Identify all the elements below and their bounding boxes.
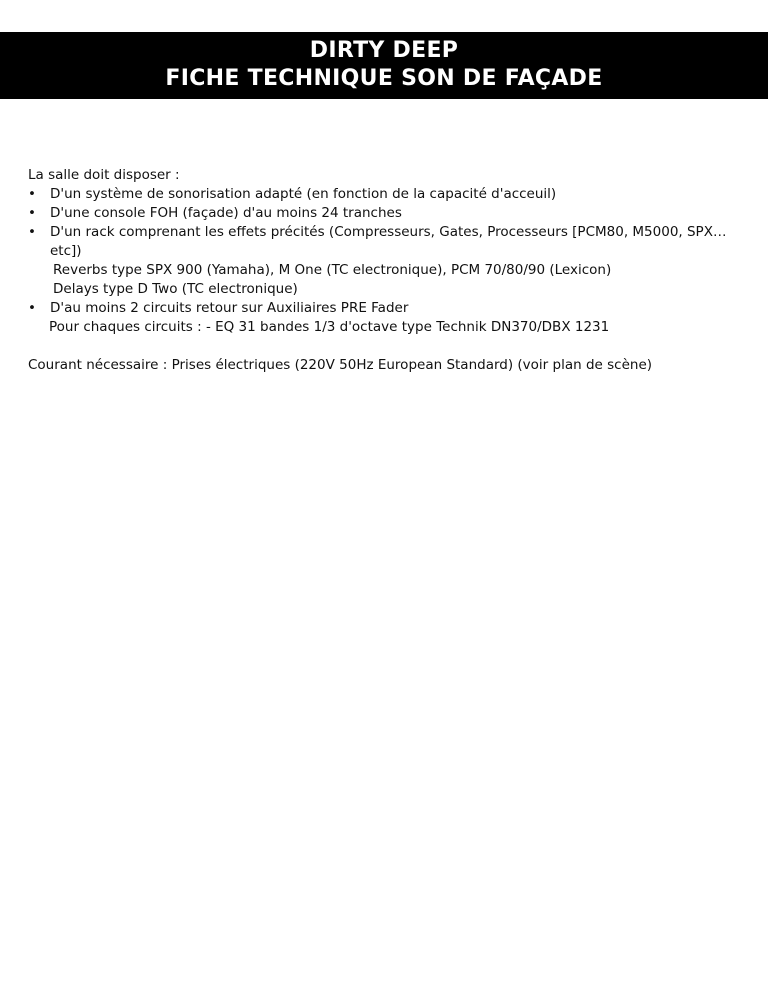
bullet-icon: • <box>28 224 36 240</box>
spacer <box>28 337 748 356</box>
list-item <box>28 299 748 318</box>
bullet-icon: • <box>28 186 36 202</box>
rack-detail-delays: Delays type D Two (TC electronique) <box>53 281 298 297</box>
circuits-detail: Pour chaques circuits : - EQ 31 bandes 1/3 d'octave type Technik DN370/DBX 1231 <box>49 319 610 335</box>
document-body <box>28 166 748 375</box>
list-item-text: D'un rack comprenant les effets précités (Compresseurs, Gates, Processeurs [PCM80, M5000, SPX… etc]) <box>50 224 727 259</box>
header-title-line-2: FICHE TECHNIQUE SON DE FAÇADE <box>165 66 603 91</box>
list-item <box>28 204 748 223</box>
list-item-text: D'au moins 2 circuits retour sur Auxiliaires PRE Fader <box>50 300 409 316</box>
bullet-icon: • <box>28 205 36 221</box>
header-title-line-1: DIRTY DEEP <box>309 38 459 63</box>
intro-text: La salle doit disposer : <box>28 167 180 183</box>
list-item-text: D'un système de sonorisation adapté (en fonction de la capacité d'acceuil) <box>50 186 557 202</box>
power-requirement-text: Courant nécessaire : Prises électriques (220V 50Hz European Standard) (voir plan de scène) <box>28 357 653 373</box>
list-item-text: D'une console FOH (façade) d'au moins 24 tranches <box>50 205 402 221</box>
rack-detail-reverbs: Reverbs type SPX 900 (Yamaha), M One (TC electronique), PCM 70/80/90 (Lexicon) <box>53 262 612 278</box>
list-item <box>28 223 748 261</box>
document-header <box>0 32 768 99</box>
bullet-icon: • <box>28 300 36 316</box>
list-item <box>28 185 748 204</box>
